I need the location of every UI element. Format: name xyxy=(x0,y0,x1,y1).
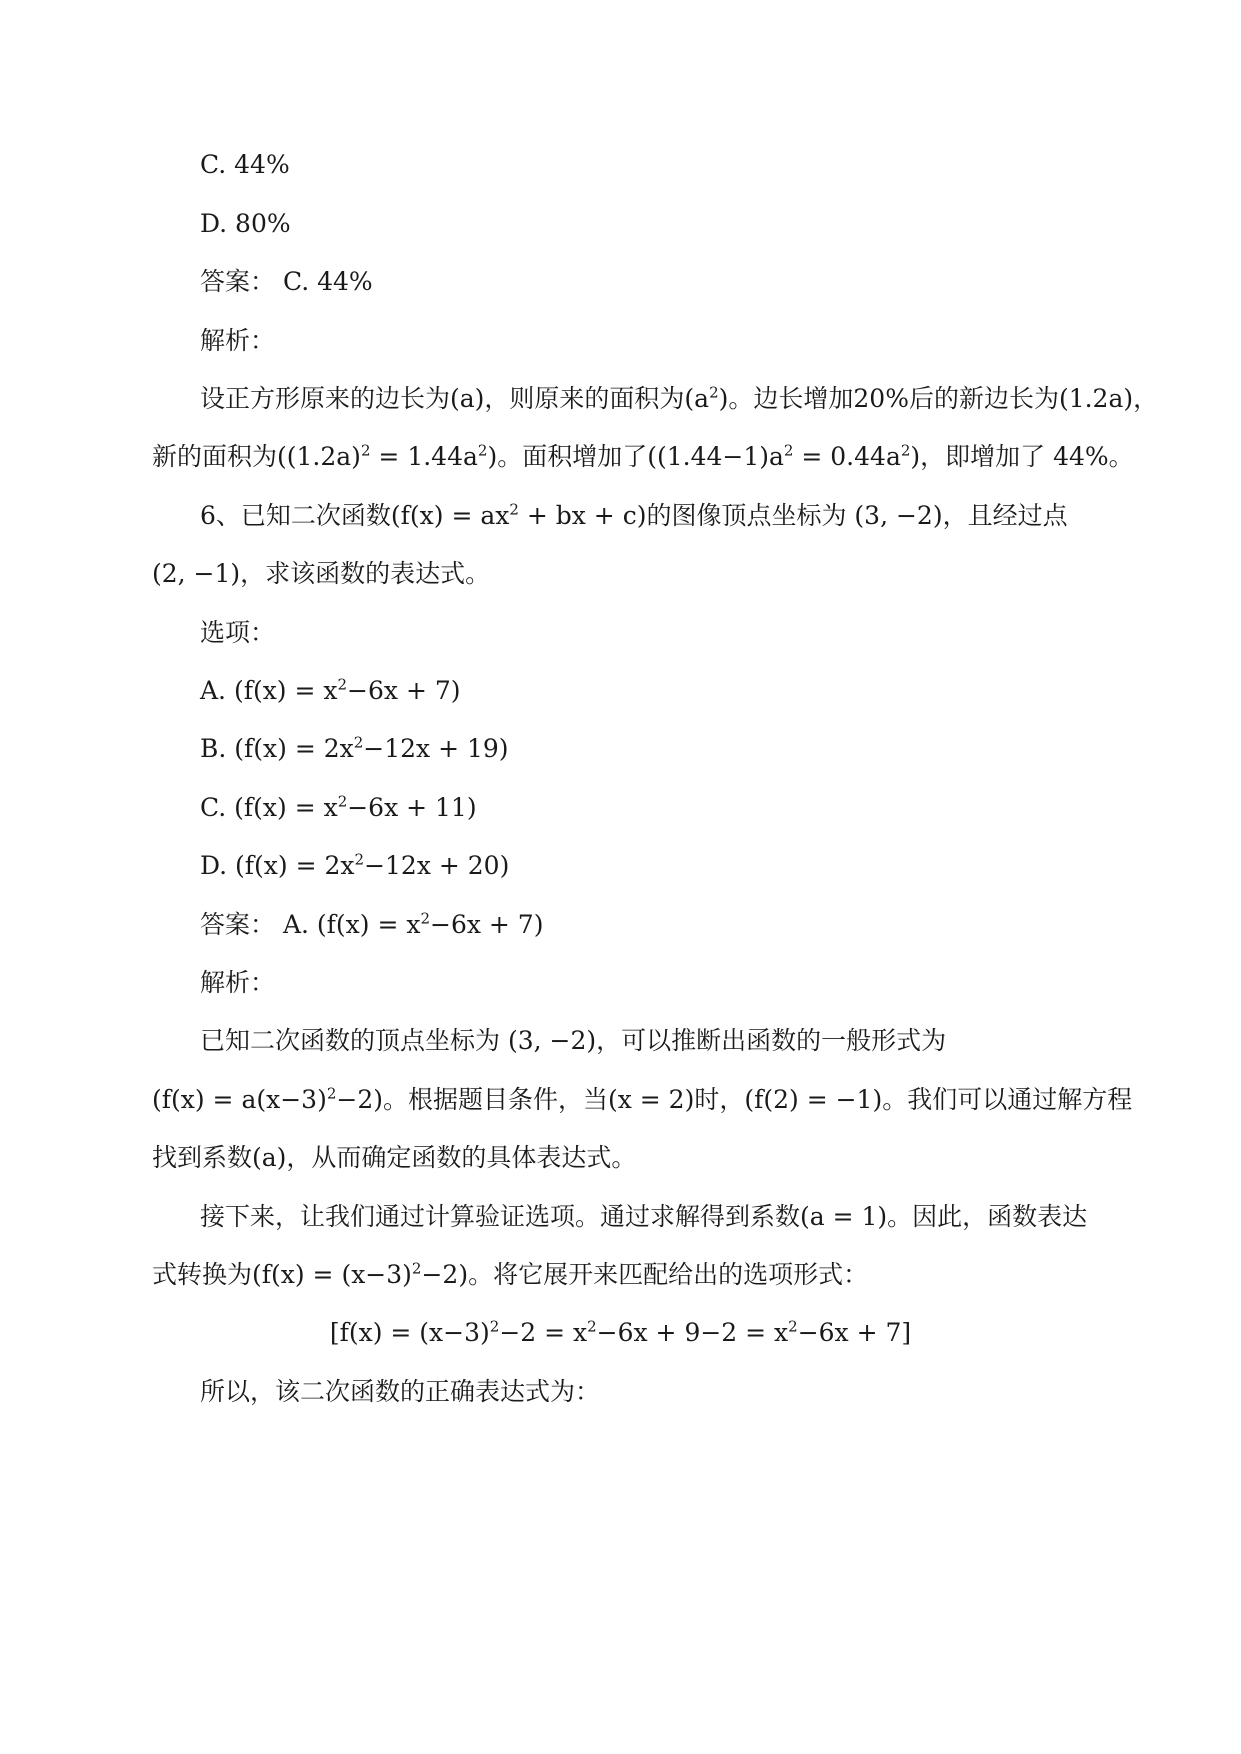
text-run: = 1.44a xyxy=(370,442,478,471)
superscript: 2 xyxy=(788,1317,798,1336)
q6-analysis-p2-line-1 xyxy=(0,1200,1241,1234)
q6-option-c xyxy=(0,791,1241,825)
text-run: )。面积增加了((1.44−1)a xyxy=(487,442,784,471)
q6-analysis-label xyxy=(0,966,1241,1000)
text-run: −6x + 9−2 = x xyxy=(596,1318,789,1347)
text-run: −2)。将它展开来匹配给出的选项形式： xyxy=(421,1260,869,1289)
text-run: (f(x) = a(x−3) xyxy=(152,1085,327,1114)
text-run: (2, −1)，求该函数的表达式。 xyxy=(152,559,491,588)
text-run: A. (f(x) = x xyxy=(282,910,421,939)
answer-value: C. 44% xyxy=(282,267,373,296)
text-run: 新的面积为((1.2a) xyxy=(152,442,361,471)
answer-label: 答案： xyxy=(200,910,276,939)
q6-stem-line-1 xyxy=(0,499,1241,533)
prev-analysis-label xyxy=(0,324,1241,358)
q6-stem-line-2 xyxy=(0,557,1241,591)
q6-option-d xyxy=(0,849,1241,883)
text-run: [f(x) = (x−3) xyxy=(329,1318,490,1347)
text-run: A. (f(x) = x xyxy=(200,676,338,705)
superscript: 2 xyxy=(337,792,348,811)
superscript: 2 xyxy=(420,909,431,928)
text-run: 式转换为(f(x) = (x−3) xyxy=(152,1260,412,1289)
text-run: −6x + 11) xyxy=(347,793,477,822)
q6-option-a xyxy=(0,674,1241,708)
text-run: −12x + 20) xyxy=(364,851,510,880)
superscript: 2 xyxy=(360,441,371,460)
q6-analysis-p2-line-2 xyxy=(0,1258,1241,1292)
superscript: 2 xyxy=(587,1317,597,1336)
answer-label: 答案： xyxy=(200,267,276,296)
text-run: )。边长增加20%后的新边长为(1.2a)， xyxy=(718,384,1159,413)
superscript: 2 xyxy=(354,850,365,869)
q6-analysis-p1-line-1 xyxy=(0,1024,1241,1058)
text-run: −6x + 7] xyxy=(797,1318,912,1347)
text-run: )，即增加了 44%。 xyxy=(910,442,1134,471)
q6-analysis-p1-line-3 xyxy=(0,1141,1241,1175)
text-run: −6x + 7) xyxy=(430,910,544,939)
q6-analysis-p1-line-2 xyxy=(0,1083,1241,1117)
q6-option-b xyxy=(0,732,1241,766)
superscript: 2 xyxy=(489,1317,500,1336)
analysis-label: 解析： xyxy=(200,326,276,355)
prev-analysis-line-1 xyxy=(0,382,1241,416)
superscript: 2 xyxy=(509,500,519,519)
text-run: −2)。根据题目条件，当(x = 2)时，(f(2) = −1)。我们可以通过解方程 xyxy=(336,1085,1133,1114)
text-run: −12x + 19) xyxy=(363,734,509,763)
text-run: −6x + 7) xyxy=(347,676,461,705)
prev-answer xyxy=(0,265,1241,299)
text-run: + bx + c)的图像顶点坐标为 (3, −2)，且经过点 xyxy=(518,501,1068,530)
superscript: 2 xyxy=(326,1084,337,1103)
text-run: 找到系数(a)，从而确定函数的具体表达式。 xyxy=(152,1143,637,1172)
prev-analysis-line-2 xyxy=(0,440,1241,474)
text-run: −2 = x xyxy=(499,1318,588,1347)
text-run: 接下来，让我们通过计算验证选项。通过求解得到系数(a = 1)。因此，函数表达 xyxy=(200,1202,1088,1231)
superscript: 2 xyxy=(337,675,348,694)
q6-conclusion xyxy=(0,1375,1241,1409)
superscript: 2 xyxy=(411,1259,422,1278)
text-run: 已知二次函数的顶点坐标为 (3, −2)，可以推断出函数的一般形式为 xyxy=(200,1026,947,1055)
text-run: D. (f(x) = 2x xyxy=(200,851,355,880)
text-run: 6、已知二次函数(f(x) = ax xyxy=(200,501,510,530)
superscript: 2 xyxy=(709,383,719,402)
superscript: 2 xyxy=(900,441,911,460)
analysis-label: 解析： xyxy=(200,968,276,997)
prev-option-d xyxy=(0,207,1241,241)
q6-options-label xyxy=(0,616,1241,650)
option-text: D. 80% xyxy=(200,209,291,238)
text-run: B. (f(x) = 2x xyxy=(200,734,354,763)
text-run: = 0.44a xyxy=(793,442,901,471)
superscript: 2 xyxy=(353,733,364,752)
option-text: C. 44% xyxy=(200,150,290,179)
options-label: 选项： xyxy=(200,618,276,647)
prev-option-c xyxy=(0,148,1241,182)
text-run: 所以，该二次函数的正确表达式为： xyxy=(200,1377,601,1406)
q6-answer xyxy=(0,908,1241,942)
text-run: 设正方形原来的边长为(a)，则原来的面积为(a xyxy=(200,384,710,413)
superscript: 2 xyxy=(477,441,488,460)
superscript: 2 xyxy=(783,441,794,460)
text-run: C. (f(x) = x xyxy=(200,793,338,822)
q6-display-equation xyxy=(0,1316,1241,1350)
